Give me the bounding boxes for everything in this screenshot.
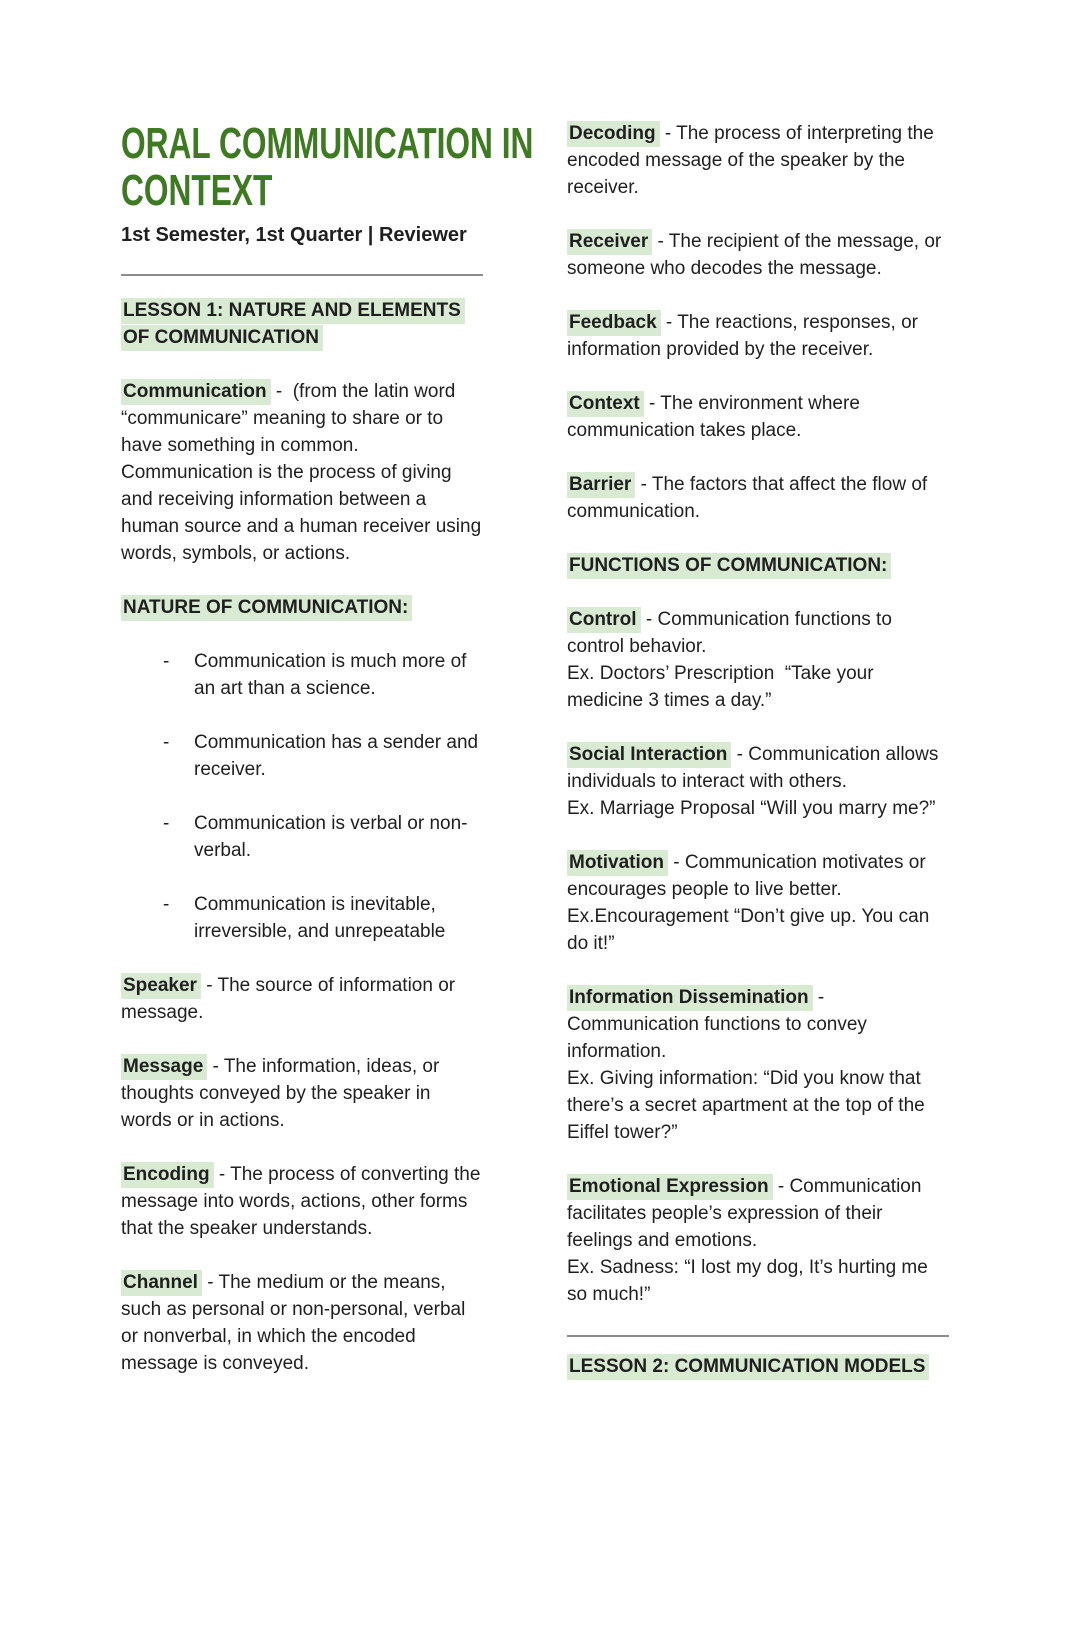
term-paragraph-message: [121, 1053, 483, 1134]
term-highlight: Feedback: [567, 310, 661, 336]
bullet-item: [121, 648, 483, 702]
term-highlight: Social Interaction: [567, 742, 731, 768]
term-paragraph-encoding: [121, 1161, 483, 1242]
document-title: [121, 119, 534, 215]
term-definition: The information, ideas, or thoughts conveyed by the speaker in words or in actions.: [121, 1056, 440, 1131]
term-highlight: Control: [567, 607, 641, 633]
nature-bullet-list: [121, 648, 483, 945]
term-definition: Communication functions to convey information.: [567, 1014, 867, 1062]
term-separator: -: [731, 744, 749, 765]
term-separator: -: [640, 609, 658, 630]
term-highlight: Decoding: [567, 121, 660, 147]
function-paragraph-social-interaction: [567, 741, 949, 822]
term-paragraph-communication: [121, 378, 483, 567]
example-text: Ex.Encouragement “Don’t give up. You can do it!”: [567, 906, 930, 954]
term-paragraph-channel: [121, 1269, 483, 1377]
term-paragraph-barrier: [567, 471, 949, 525]
term-separator: -: [201, 1272, 219, 1293]
term-definition: The reactions, responses, or information provided by the receiver.: [567, 312, 918, 360]
lesson1-heading: [121, 297, 483, 351]
left-column: [121, 119, 534, 1651]
term-highlight: Context: [567, 391, 644, 417]
term-highlight: Barrier: [567, 472, 635, 498]
term-paragraph-speaker: [121, 972, 483, 1026]
term-separator: -: [668, 852, 685, 873]
term-definition: The source of information or message.: [121, 975, 456, 1023]
term-separator: -: [659, 123, 677, 144]
bullet-text: Communication is inevitable, irreversible, and unrepeatable: [194, 894, 446, 942]
term-definition: Communication functions to control behavior.: [567, 609, 892, 657]
bullet-dash: -: [163, 813, 170, 834]
bullet-text: Communication has a sender and receiver.: [194, 732, 479, 780]
function-paragraph-motivation: [567, 849, 949, 957]
term-highlight: Receiver: [567, 229, 652, 255]
term-separator: -: [213, 1164, 231, 1185]
term-paragraph-context: [567, 390, 949, 444]
function-paragraph-information-dissemination: [567, 984, 949, 1146]
term-definition: Communication facilitates people’s expression of their feelings and emotions.: [567, 1176, 922, 1251]
term-definition: The environment where communication takes place.: [567, 393, 860, 441]
bullet-dash: -: [163, 651, 170, 672]
term-separator: -: [200, 975, 218, 996]
lesson1-heading-text: LESSON 1: NATURE AND ELEMENTS OF COMMUNICATION: [121, 298, 465, 351]
example-text: Ex. Sadness: “I lost my dog, It’s hurting me so much!”: [567, 1257, 928, 1305]
term-highlight: Motivation: [567, 850, 668, 876]
bullet-dash: -: [163, 894, 170, 915]
document-subtitle: 1st Semester, 1st Quarter | Reviewer: [121, 224, 467, 246]
functions-heading-text: FUNCTIONS OF COMMUNICATION:: [567, 553, 891, 579]
term-separator: -: [643, 393, 661, 414]
term-paragraph-receiver: [567, 228, 949, 282]
term-separator: -: [207, 1056, 224, 1077]
bullet-item: [121, 729, 483, 783]
bullet-item: [121, 810, 483, 864]
term-separator: -: [772, 1176, 790, 1197]
term-separator: -: [660, 312, 678, 333]
term-definition: Communication motivates or encourages people to live better.: [567, 852, 926, 900]
lesson2-heading-text: LESSON 2: COMMUNICATION MODELS: [567, 1354, 929, 1380]
lesson2-heading: [567, 1353, 949, 1380]
term-highlight: Information Dissemination: [567, 985, 813, 1011]
nature-heading: [121, 594, 483, 621]
bullet-dash: -: [163, 732, 170, 753]
document-title-line2: CONTEXT: [121, 166, 273, 215]
term-separator: -: [635, 474, 652, 495]
term-definition: (from the latin word “communicare” meaning to share or to have something in common. Communication is the process of giving and receiving information between a human source and a human receiver using words, symbols, or actions.: [121, 381, 482, 564]
right-column: [567, 120, 949, 1651]
example-text: Ex. Marriage Proposal “Will you marry me?”: [567, 798, 936, 819]
term-highlight: Communication: [121, 379, 271, 405]
function-paragraph-emotional-expression: [567, 1173, 949, 1308]
functions-heading: [567, 552, 949, 579]
term-highlight: Speaker: [121, 973, 201, 999]
term-highlight: Encoding: [121, 1162, 214, 1188]
term-definition: Communication allows individuals to interact with others.: [567, 744, 939, 792]
term-definition: The recipient of the message, or someone who decodes the message.: [567, 231, 942, 279]
term-definition: The process of converting the message into words, actions, other forms that the speaker understands.: [121, 1164, 481, 1239]
example-text: Ex. Giving information: “Did you know that there’s a secret apartment at the top of the Eiffel tower?”: [567, 1068, 925, 1143]
term-highlight: Channel: [121, 1270, 202, 1296]
term-highlight: Message: [121, 1054, 207, 1080]
function-paragraph-control: [567, 606, 949, 714]
bullet-item: [121, 891, 483, 945]
term-paragraph-feedback: [567, 309, 949, 363]
bullet-text: Communication is verbal or non-verbal.: [194, 813, 468, 861]
term-highlight: Emotional Expression: [567, 1174, 773, 1200]
horizontal-divider: [121, 274, 483, 276]
term-separator: -: [812, 987, 825, 1008]
term-separator: -: [652, 231, 669, 252]
term-definition: The medium or the means, such as personal or non-personal, verbal or nonverbal, in which the encoded message is conveyed.: [121, 1272, 466, 1374]
term-separator: -: [270, 381, 293, 402]
horizontal-divider: [567, 1335, 949, 1337]
bullet-text: Communication is much more of an art than a science.: [194, 651, 467, 699]
example-text: Ex. Doctors’ Prescription “Take your medicine 3 times a day.”: [567, 663, 874, 711]
document-title-line1: ORAL COMMUNICATION IN: [121, 119, 534, 168]
term-definition: The factors that affect the flow of communication.: [567, 474, 928, 522]
nature-heading-text: NATURE OF COMMUNICATION:: [121, 595, 412, 621]
term-definition: The process of interpreting the encoded message of the speaker by the receiver.: [567, 123, 934, 198]
term-paragraph-decoding: [567, 120, 949, 201]
